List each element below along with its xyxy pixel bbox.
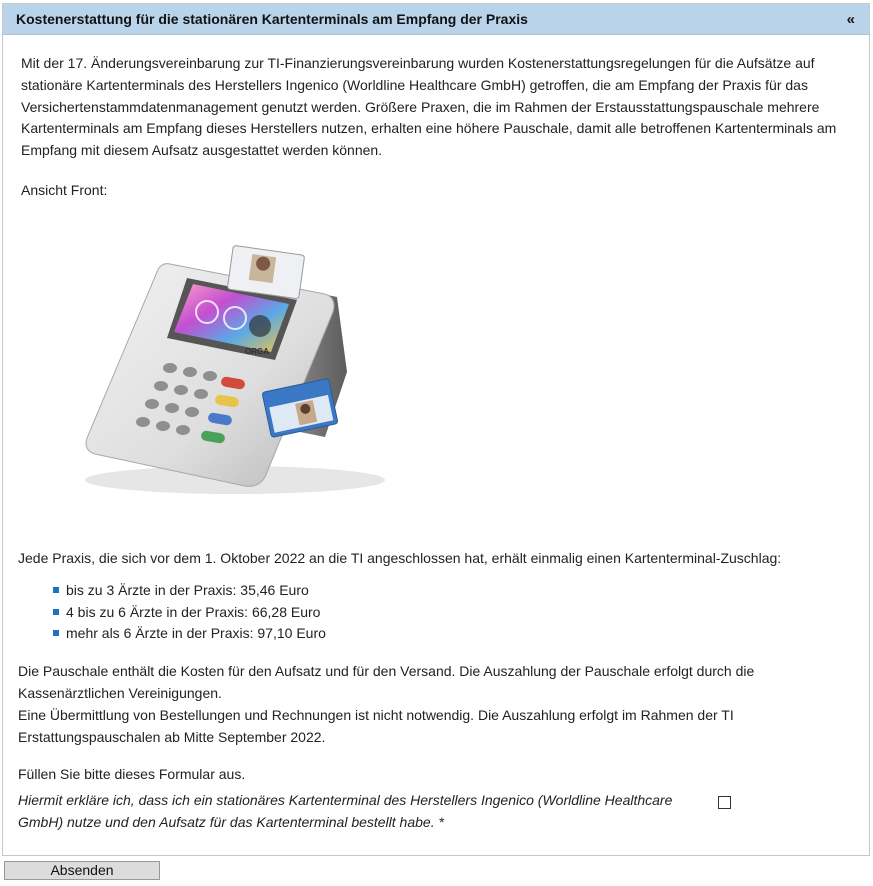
list-item: bis zu 3 Ärzte in der Praxis: 35,46 Euro	[53, 580, 848, 602]
declaration-checkbox[interactable]	[718, 796, 731, 809]
device-brand-label: ORGA	[245, 347, 269, 356]
payment-text-1: Die Pauschale enthält die Kosten für den Aufsatz und für den Versand. Die Auszahlung der Pauschale erfolgt durch die Kassenärztlichen Vereinigungen.	[18, 663, 755, 701]
intro-paragraph: Mit der 17. Änderungsvereinbarung zur TI-Finanzierungsvereinbarung wurden Kostenerstattungsregelungen für die Aufsätze auf stationäre Kartenterminals des Herstellers Ingenico (Worldline Healthcare GmbH) getroffen, die am Empfang der Praxis für das Versichertenstammdatenmanagement genutzt werden. Größere Praxen, die im Rahmen der Erstausstattungspauschale mehrere Kartenterminals am Empfang dieses Herstellers nutzen, erhalten eine höhere Pauschale, damit alle betroffenen Kartenterminals am Empfang mit diesem Aufsatz ausgestattet werden können.	[21, 55, 837, 159]
list-item: mehr als 6 Ärzte in der Praxis: 97,10 Euro	[53, 623, 848, 645]
list-item: 4 bis zu 6 Ärzte in der Praxis: 66,28 Euro	[53, 602, 848, 624]
panel-title: Kostenerstattung für die stationären Kartenterminals am Empfang der Praxis	[16, 11, 528, 27]
payment-paragraph	[18, 661, 848, 748]
payment-text-2: Eine Übermittlung von Bestellungen und Rechnungen ist nicht notwendig. Die Auszahlung erfolgt im Rahmen der TI Erstattungspauschalen ab Mitte September 2022.	[18, 706, 734, 745]
submit-button[interactable]: Absenden	[4, 861, 160, 880]
card-terminal-image	[75, 242, 395, 502]
form-instruction: Füllen Sie bitte dieses Formular aus.	[18, 766, 246, 783]
panel-content	[3, 53, 869, 202]
front-view-label: Ansicht Front:	[21, 181, 108, 198]
surcharge-intro: Jede Praxis, die sich vor dem 1. Oktober 2022 an die TI angeschlossen hat, erhält einmalig einen Kartenterminal-Zuschlag:	[18, 550, 782, 566]
panel-header[interactable]	[3, 4, 869, 35]
details-section	[18, 548, 848, 834]
collapse-icon[interactable]: «	[846, 10, 855, 28]
declaration-label: Hiermit erkläre ich, dass ich ein stationäres Kartenterminal des Herstellers Ingenico (Worldline Healthcare GmbH) nutze und den Aufsatz für das Kartenterminal bestellt habe. *	[18, 792, 673, 830]
declaration-row	[18, 790, 848, 834]
price-list	[18, 580, 848, 645]
